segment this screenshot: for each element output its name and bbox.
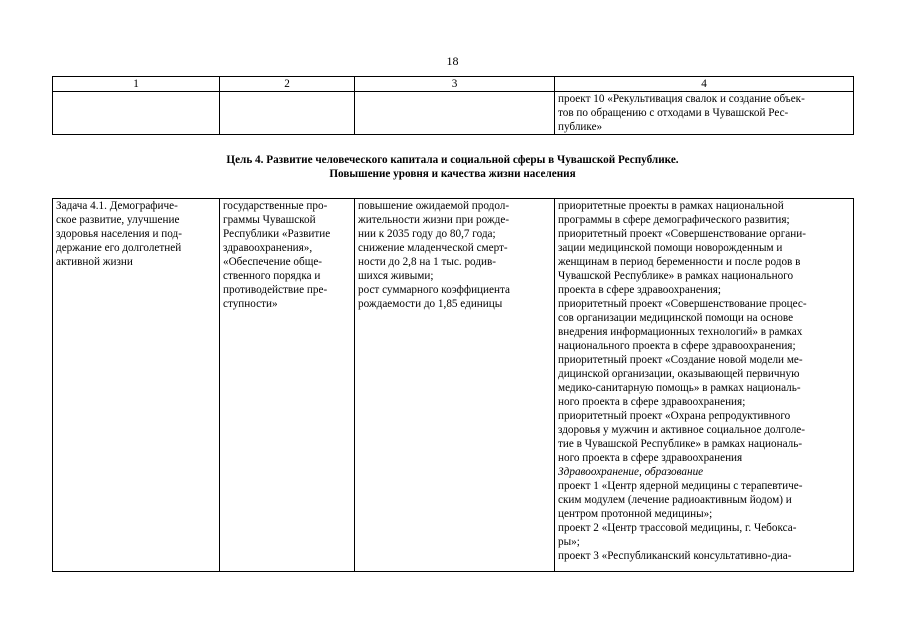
header-col-1: 1 xyxy=(53,77,220,92)
task-cell xyxy=(53,199,220,572)
programs-line: противодействие пре- xyxy=(223,284,328,296)
table-main xyxy=(52,198,854,572)
indicators-line: повышение ожидаемой продол- xyxy=(358,200,510,212)
programs-line: ственного порядка и xyxy=(223,270,321,282)
section-subheading: Здравоохранение, образование xyxy=(558,466,704,478)
row1-col4-line: тов по обращению с отходами в Чувашской Рес- xyxy=(558,107,789,119)
projects-line: ного проекта в сфере здравоохранения xyxy=(558,452,743,464)
header-col-4: 4 xyxy=(555,77,854,92)
projects-line: программы в сфере демографического развития; xyxy=(558,214,790,226)
row1-col4-line: проект 10 «Рекультивация свалок и создание объек- xyxy=(558,93,805,105)
projects-line: центром протонной медицины»; xyxy=(558,508,713,520)
task-line: активной жизни xyxy=(56,256,133,268)
indicators-line: ности до 2,8 на 1 тыс. родив- xyxy=(358,256,497,268)
header-col-2: 2 xyxy=(220,77,355,92)
projects-line: приоритетный проект «Совершенствование процес- xyxy=(558,298,807,310)
indicators-line: нии к 2035 году до 80,7 года; xyxy=(358,228,496,240)
projects-line: проекта в сфере здравоохранения; xyxy=(558,284,722,296)
task-line: Задача 4.1. Демографиче- xyxy=(56,200,178,212)
projects-line: тие в Чувашской Республике» в рамках националь- xyxy=(558,438,803,450)
programs-line: «Обеспечение обще- xyxy=(223,256,323,268)
programs-line: граммы Чувашской xyxy=(223,214,316,226)
projects-line: приоритетные проекты в рамках национальной xyxy=(558,200,784,212)
indicators-line: жительности жизни при рожде- xyxy=(358,214,510,226)
projects-line: дицинской организации, оказывающей первичную xyxy=(558,368,800,380)
projects-line: ским модулем (лечение радиоактивным йодом) и xyxy=(558,494,792,506)
goal-heading xyxy=(52,153,853,181)
projects-line: приоритетный проект «Совершенствование органи- xyxy=(558,228,806,240)
row1-col4 xyxy=(555,92,854,135)
table-top xyxy=(52,76,854,135)
projects-line: внедрения информационных технологий» в рамках xyxy=(558,326,803,338)
projects-line: национального проекта в сфере здравоохранения; xyxy=(558,340,796,352)
indicators-line: рост суммарного коэффициента xyxy=(358,284,510,296)
programs-cell xyxy=(220,199,355,572)
row1-col3 xyxy=(355,92,555,135)
projects-line: ного проекта в сфере здравоохранения; xyxy=(558,396,746,408)
projects-line: медико-санитарную помощь» в рамках националь- xyxy=(558,382,801,394)
indicators-line: рождаемости до 1,85 единицы xyxy=(358,298,503,310)
task-line: здоровья населения и под- xyxy=(56,228,182,240)
row1-col4-line: публике» xyxy=(558,121,603,133)
goal-heading-line-2: Повышение уровня и качества жизни населения xyxy=(329,168,576,180)
indicators-cell xyxy=(355,199,555,572)
header-col-3: 3 xyxy=(355,77,555,92)
projects-line: женщинам в период беременности и после родов в xyxy=(558,256,801,268)
programs-line: Республики «Развитие xyxy=(223,228,331,240)
projects-line: здоровья у мужчин и активное социальное долголе- xyxy=(558,424,805,436)
programs-line: государственные про- xyxy=(223,200,328,212)
projects-line: приоритетный проект «Создание новой модели ме- xyxy=(558,354,803,366)
projects-line: проект 2 «Центр трассовой медицины, г. Чебокса- xyxy=(558,522,797,534)
projects-line: приоритетный проект «Охрана репродуктивного xyxy=(558,410,791,422)
projects-line: проект 3 «Республиканский консультативно-диа- xyxy=(558,550,792,562)
table-header-row xyxy=(53,77,854,92)
row1-col2 xyxy=(220,92,355,135)
projects-line: ры»; xyxy=(558,536,580,548)
programs-line: здравоохранения», xyxy=(223,242,313,254)
projects-line: зации медицинской помощи новорожденным и xyxy=(558,242,783,254)
projects-line: Чувашской Республике» в рамках национального xyxy=(558,270,794,282)
task-line: держание его долголетней xyxy=(56,242,182,254)
indicators-line: снижение младенческой смерт- xyxy=(358,242,508,254)
table-row xyxy=(53,199,854,572)
indicators-line: шихся живыми; xyxy=(358,270,434,282)
page-number: 18 xyxy=(446,54,459,68)
row1-col1 xyxy=(53,92,220,135)
projects-line: проект 1 «Центр ядерной медицины с терапевтиче- xyxy=(558,480,803,492)
projects-cell xyxy=(555,199,854,572)
projects-line: сов организации медицинской помощи на основе xyxy=(558,312,794,324)
programs-line: ступности» xyxy=(223,298,278,310)
task-line: ское развитие, улучшение xyxy=(56,214,180,226)
goal-heading-line-1: Цель 4. Развитие человеческого капитала и социальной сферы в Чувашской Республике. xyxy=(226,154,679,166)
table-row xyxy=(53,92,854,135)
